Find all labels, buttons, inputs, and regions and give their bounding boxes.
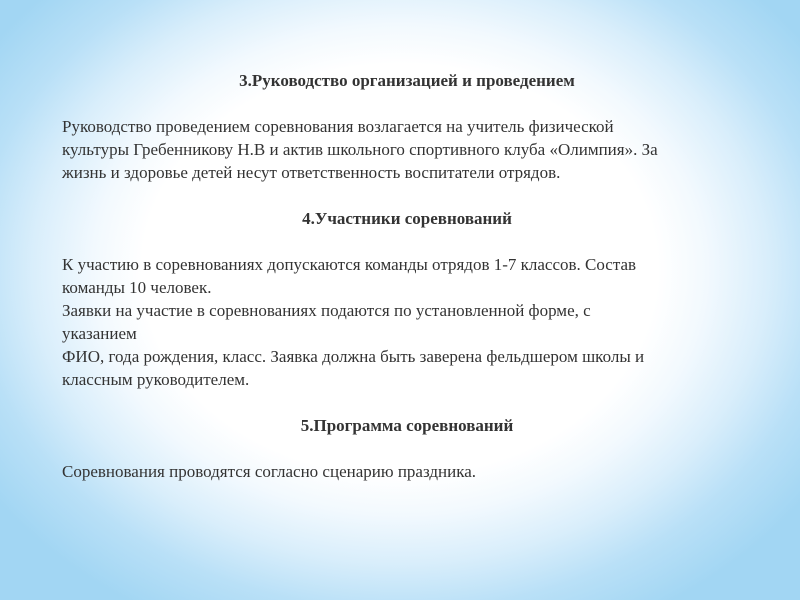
paragraph-participants-details [62,345,752,391]
section-heading-management: 3.Руководство организацией и проведением [239,71,575,90]
section-heading-participants: 4.Участники соревнований [302,209,512,228]
spacer [62,184,752,207]
slide-content [62,46,752,483]
spacer [62,437,752,460]
paragraph-program [62,460,752,483]
text-line: Соревнования проводятся согласно сценарию праздника. [62,462,477,481]
paragraph-participants-applications [62,299,752,345]
text-line: жизнь и здоровье детей несут ответственность воспитатели отрядов. [62,163,561,182]
text-line: ФИО, года рождения, класс. Заявка должна быть заверена фельдшером школы и [62,347,645,366]
paragraph-participants-teams [62,253,752,299]
text-line: классным руководителем. [62,370,250,389]
spacer [62,230,752,253]
text-line: Руководство проведением соревнования возлагается на учитель физической [62,117,614,136]
text-line: указанием [62,324,137,343]
section-heading-program: 5.Программа соревнований [300,416,514,435]
text-line: команды 10 человек. [62,278,212,297]
spacer [62,92,752,115]
text-line: Заявки на участие в соревнованиях подаются по установленной форме, с [62,301,591,320]
spacer [62,391,752,414]
spacer [62,46,752,69]
text-line: культуры Гребенникову Н.В и актив школьного спортивного клуба «Олимпия». За [62,140,658,159]
text-line: К участию в соревнованиях допускаются команды отрядов 1-7 классов. Состав [62,255,637,274]
paragraph-management [62,115,752,184]
